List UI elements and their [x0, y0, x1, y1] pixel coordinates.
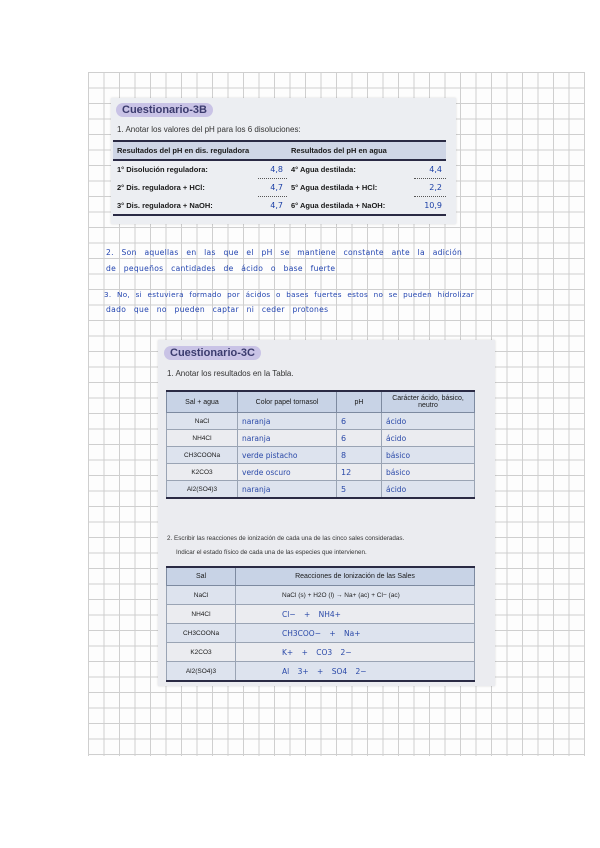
color-cell: naranja	[238, 430, 337, 447]
value-cell: 4,7	[258, 179, 287, 197]
character-cell: ácido	[382, 430, 475, 447]
reaction-cell: CH3COO− + Na+	[236, 624, 475, 643]
ph-cell: 8	[337, 447, 382, 464]
table-row	[167, 481, 475, 499]
answer-2-line-1: 2. Son aquellas en las que el pH se mantiene constante ante la adición	[106, 248, 463, 257]
label-cell: 6° Agua destilada + NaOH:	[287, 197, 414, 216]
table-row	[167, 464, 475, 481]
answer-3-line-2: dado que no pueden captar ni ceder protones	[106, 305, 329, 314]
table-row	[113, 179, 446, 197]
salt-cell: CH3COONa	[167, 447, 238, 464]
ph-cell: 12	[337, 464, 382, 481]
reaction-cell: K+ + CO3 2−	[236, 643, 475, 662]
table-row	[113, 160, 446, 179]
question-3b-1: 1. Anotar los valores del pH para los 6 disoluciones:	[117, 125, 301, 134]
salt-cell: NaCl	[167, 586, 236, 605]
question-3c-2-line-1: 2. Escribir las reacciones de ionización de cada una de las cinco sales consideradas.	[167, 535, 405, 542]
character-cell: ácido	[382, 413, 475, 430]
character-cell: ácido	[382, 481, 475, 499]
label-cell: 3° Dis. reguladora + NaOH:	[113, 197, 258, 216]
answer-2-line-2: de pequeños cantidades de ácido o base fuerte	[106, 264, 336, 273]
ph-cell: 6	[337, 413, 382, 430]
color-cell: verde oscuro	[238, 464, 337, 481]
salt-cell: K2CO3	[167, 464, 238, 481]
header-color: Color papel tornasol	[238, 391, 337, 413]
color-cell: naranja	[238, 413, 337, 430]
label-cell: 5° Agua destilada + HCl:	[291, 183, 378, 192]
table-row	[167, 447, 475, 464]
salt-cell: NaCl	[167, 413, 238, 430]
value-cell: 4,8	[258, 160, 287, 179]
ph-results-table	[113, 140, 446, 216]
question-3c-2-line-2: Indicar el estado físico de cada una de las especies que intervienen.	[176, 549, 367, 556]
character-cell: básico	[382, 447, 475, 464]
salt-cell: K2CO3	[167, 643, 236, 662]
reaction-cell: Al 3+ + SO4 2−	[236, 662, 475, 682]
table-row	[167, 643, 475, 662]
character-cell: básico	[382, 464, 475, 481]
title-cuestionario-3b: Cuestionario-3B	[116, 103, 213, 117]
table-row	[167, 586, 475, 605]
answer-3-line-1: 3. No, si estuviera formado por ácidos o bases fuertes estos no se pueden hidrolizar	[104, 290, 474, 299]
value-cell: 2,2	[414, 179, 446, 197]
table-row	[167, 413, 475, 430]
value-cell: 4,4	[414, 160, 446, 179]
salt-cell: Al2(SO4)3	[167, 662, 236, 682]
salt-ph-table	[166, 390, 475, 499]
ph-cell: 5	[337, 481, 382, 499]
table-row	[113, 197, 446, 216]
color-cell: naranja	[238, 481, 337, 499]
table-row	[167, 605, 475, 624]
reaction-cell: NaCl (s) + H2O (l) → Na+ (ac) + Cl− (ac)	[236, 586, 475, 605]
table-row	[167, 624, 475, 643]
header-water: Resultados del pH en agua	[287, 141, 446, 160]
question-3c-1: 1. Anotar los resultados en la Tabla.	[167, 369, 294, 378]
ph-cell: 6	[337, 430, 382, 447]
salt-cell: CH3COONa	[167, 624, 236, 643]
table-row	[167, 662, 475, 682]
header-character: Carácter ácido, básico, neutro	[382, 391, 475, 413]
label-cell: 1° Disolución reguladora:	[117, 165, 208, 175]
salt-cell: NH4Cl	[167, 430, 238, 447]
header-salt: Sal + agua	[167, 391, 238, 413]
salt-cell: Al2(SO4)3	[167, 481, 238, 499]
title-cuestionario-3c: Cuestionario-3C	[164, 346, 261, 360]
header-sal: Sal	[167, 567, 236, 586]
header-ph: pH	[337, 391, 382, 413]
ionization-table	[166, 566, 475, 682]
reaction-cell: Cl− + NH4+	[236, 605, 475, 624]
value-cell: 4,7	[258, 197, 287, 216]
salt-cell: NH4Cl	[167, 605, 236, 624]
header-reactions: Reacciones de Ionización de las Sales	[236, 567, 475, 586]
label-cell: 2° Dis. reguladora + HCl:	[117, 183, 205, 192]
table-row	[167, 430, 475, 447]
label-cell: 4° Agua destilada:	[291, 165, 356, 175]
value-cell: 10,9	[414, 197, 446, 216]
header-buffer: Resultados del pH en dis. reguladora	[113, 141, 287, 160]
color-cell: verde pistacho	[238, 447, 337, 464]
